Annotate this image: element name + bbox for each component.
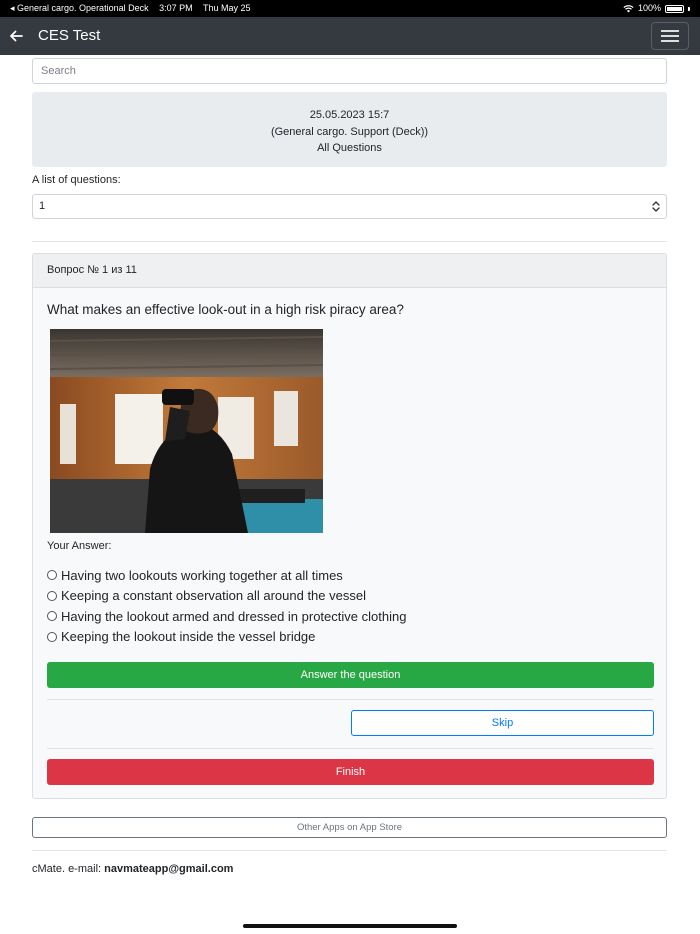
answer-option[interactable] <box>47 627 406 648</box>
question-list-label: A list of questions: <box>32 174 121 186</box>
question-image <box>50 329 323 533</box>
other-apps-button[interactable]: Other Apps on App Store <box>32 817 667 838</box>
page-title: CES Test <box>38 27 101 44</box>
chevron-up-down-icon <box>652 200 660 213</box>
skip-button[interactable]: Skip <box>351 710 654 736</box>
test-category: (General cargo. Support (Deck)) <box>270 125 429 138</box>
divider <box>47 699 654 700</box>
answer-options <box>47 565 406 647</box>
answer-option[interactable] <box>47 606 406 627</box>
battery-percent: 100% <box>637 3 661 13</box>
answer-option-label: Having the lookout armed and dressed in protective clothing <box>61 608 407 624</box>
question-select[interactable] <box>32 194 667 219</box>
answer-option-label: Having two lookouts working together at all times <box>61 567 343 583</box>
test-datetime: 25.05.2023 15:7 <box>309 109 390 121</box>
question-counter: Вопрос № 1 из 11 <box>33 254 666 288</box>
answer-option[interactable] <box>47 586 406 607</box>
divider <box>32 241 667 242</box>
hamburger-icon-line <box>661 40 679 42</box>
search-input[interactable] <box>32 58 667 84</box>
menu-toggle-button[interactable] <box>651 22 689 50</box>
radio-button[interactable] <box>47 591 57 601</box>
back-to-app-link[interactable]: ◂ General cargo. Operational Deck <box>10 3 149 13</box>
battery-tip <box>688 7 690 11</box>
navbar <box>0 17 700 55</box>
battery-icon <box>665 5 684 13</box>
footer-prefix: cMate. e-mail: <box>32 863 105 875</box>
answer-option-label: Keeping the lookout inside the vessel bridge <box>61 629 316 645</box>
test-scope: All Questions <box>317 142 382 154</box>
question-select-value: 1 <box>39 200 46 212</box>
home-indicator[interactable] <box>243 924 457 928</box>
answer-option-label: Keeping a constant observation all around the vessel <box>61 588 366 604</box>
hamburger-icon-line <box>661 35 679 37</box>
question-card <box>32 253 667 799</box>
divider <box>32 850 667 851</box>
question-text: What makes an effective look-out in a high risk piracy area? <box>47 302 404 317</box>
status-date: Thu May 25 <box>202 3 251 13</box>
radio-button[interactable] <box>47 570 57 580</box>
divider <box>47 748 654 749</box>
status-bar <box>0 0 700 17</box>
footer <box>32 863 233 875</box>
back-arrow-icon[interactable] <box>9 29 23 43</box>
contact-email-link[interactable]: navmateapp@gmail.com <box>104 863 234 875</box>
test-info-box <box>32 92 667 167</box>
radio-button[interactable] <box>47 611 57 621</box>
wifi-icon <box>623 5 634 13</box>
your-answer-label: Your Answer: <box>47 540 112 552</box>
answer-option[interactable] <box>47 565 406 586</box>
hamburger-icon-line <box>661 30 679 32</box>
status-time: 3:07 PM <box>159 3 193 13</box>
finish-button[interactable]: Finish <box>47 759 654 785</box>
radio-button[interactable] <box>47 632 57 642</box>
answer-question-button[interactable]: Answer the question <box>47 662 654 688</box>
